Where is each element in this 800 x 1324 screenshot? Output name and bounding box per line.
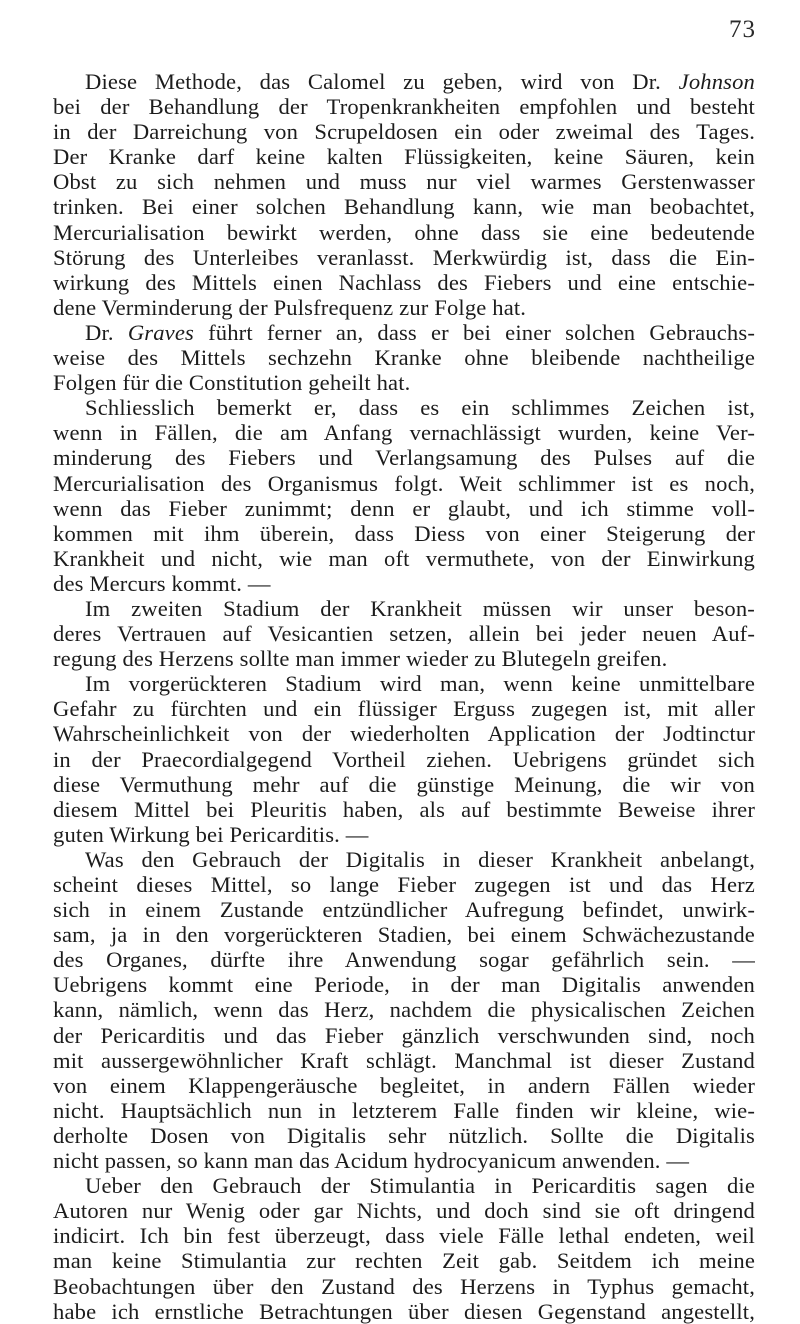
- text-line: [53, 471, 755, 496]
- text-segment: diesem Mittel bei Pleuritis haben, als auf bestimmte Beweise ihrer: [53, 796, 755, 822]
- text-segment: Dr.: [85, 319, 128, 345]
- text-line: [53, 119, 755, 144]
- text-line: [53, 220, 755, 245]
- text-segment: trinken. Bei einer solchen Behandlung kann, wie man beobachtet,: [53, 194, 755, 220]
- text-segment: diese Vermuthung mehr auf die günstige Meinung, die wir von: [53, 771, 755, 797]
- text-line: [53, 772, 755, 797]
- text-segment: Gefahr zu fürchten und ein flüssiger Erguss zugegen ist, mit aller: [53, 696, 755, 722]
- text-segment: in der Darreichung von Scrupeldosen ein oder zweimal des Tages.: [53, 119, 755, 145]
- text-line: [53, 822, 755, 847]
- text-segment: scheint dieses Mittel, so lange Fieber zugegen ist und das Herz: [53, 872, 755, 897]
- text-segment: nicht. Hauptsächlich nun in letzterem Falle finden wir kleine, wie-: [53, 1097, 755, 1123]
- text-line: [53, 696, 755, 721]
- text-line: [53, 1198, 755, 1223]
- text-segment: Krankheit und nicht, wie man oft vermuthete, von der Einwirkung: [53, 545, 755, 571]
- text-segment: kann, nämlich, wenn das Herz, nachdem die physicalischen Zeichen: [53, 997, 755, 1023]
- text-line: [53, 370, 755, 395]
- text-line: [53, 270, 755, 295]
- text-line: [53, 1098, 755, 1123]
- text-line: [53, 320, 755, 345]
- text-line: [53, 546, 755, 571]
- text-segment: regung des Herzens sollte man immer wieder zu Blutegeln greifen.: [53, 646, 668, 672]
- text-segment: Autoren nur Wenig oder gar Nichts, und doch sind sie oft dringend: [53, 1198, 755, 1224]
- text-line: [53, 1274, 755, 1299]
- text-line: [53, 571, 755, 596]
- author-name: Graves: [127, 319, 194, 345]
- text-line: [53, 1073, 755, 1098]
- text-segment: Im vorgerückteren Stadium wird man, wenn keine unmittelbare: [85, 671, 755, 697]
- text-line: [53, 345, 755, 370]
- page-number: 73: [729, 16, 756, 43]
- text-segment: Der Kranke darf keine kalten Flüssigkeiten, keine Säuren, kein: [53, 144, 755, 170]
- text-segment: Ueber den Gebrauch der Stimulantia in Pericarditis sagen die: [85, 1173, 755, 1199]
- text-segment: dene Verminderung der Pulsfrequenz zur Folge hat.: [53, 294, 527, 320]
- text-segment: von einem Klappengeräusche begleitet, in andern Fällen wieder: [53, 1072, 755, 1098]
- text-segment: Im zweiten Stadium der Krankheit müssen wir unser beson-: [85, 595, 755, 621]
- text-line: [53, 94, 755, 119]
- text-line: [53, 747, 755, 772]
- text-segment: des Organes, dürfte ihre Anwendung sogar gefährlich sein. —: [53, 947, 755, 973]
- text-line: [53, 521, 755, 546]
- author-name: Johnson: [678, 69, 755, 94]
- text-segment: Beobachtungen über den Zustand des Herzens in Typhus gemacht,: [53, 1273, 755, 1299]
- text-segment: sam, ja in den vorgerückteren Stadien, bei einem Schwächezustande: [53, 922, 755, 948]
- text-segment: sich in einem Zustande entzündlicher Aufregung befindet, unwirk-: [53, 897, 755, 923]
- text-segment: Schliesslich bemerkt er, dass es ein schlimmes Zeichen ist,: [85, 395, 755, 421]
- text-line: [53, 872, 755, 897]
- body-text: [53, 69, 755, 1324]
- text-segment: Diese Methode, das Calomel zu geben, wird von Dr.: [85, 69, 679, 94]
- text-segment: Obst zu sich nehmen und muss nur viel warmes Gerstenwasser: [53, 169, 755, 195]
- text-line: [53, 1048, 755, 1073]
- text-segment: bei der Behandlung der Tropenkrankheiten empfohlen und besteht: [53, 94, 755, 120]
- text-segment: nicht passen, so kann man das Acidum hydrocyanicum anwenden. —: [53, 1148, 690, 1174]
- text-line: [53, 420, 755, 445]
- text-line: [53, 496, 755, 521]
- text-segment: Wahrscheinlichkeit von der wiederholten Application der Jodtinctur: [53, 721, 755, 747]
- text-line: [53, 169, 755, 194]
- text-segment: kommen mit ihm überein, dass Diess von einer Steigerung der: [53, 520, 755, 546]
- text-line: [53, 922, 755, 947]
- text-segment: minderung des Fiebers und Verlangsamung des Pulses auf die: [53, 445, 755, 471]
- text-line: [53, 1173, 755, 1198]
- text-segment: derholte Dosen von Digitalis sehr nützlich. Sollte die Digitalis: [53, 1122, 755, 1148]
- text-line: [53, 847, 755, 872]
- text-segment: der Pericarditis und das Fieber gänzlich verschwunden sind, noch: [53, 1022, 755, 1048]
- text-line: [53, 671, 755, 696]
- text-line: [53, 1223, 755, 1248]
- text-line: [53, 395, 755, 420]
- text-line: [53, 1123, 755, 1148]
- text-line: [53, 997, 755, 1022]
- text-segment: wirkung des Mittels einen Nachlass des Fiebers und eine entschie-: [53, 269, 755, 295]
- text-line: [53, 596, 755, 621]
- text-segment: wenn in Fällen, die am Anfang vernachlässigt wurden, keine Ver-: [53, 420, 755, 446]
- text-segment: in der Praecordialgegend Vortheil ziehen. Uebrigens gründet sich: [53, 746, 755, 772]
- text-line: [53, 295, 755, 320]
- text-line: [53, 1148, 755, 1173]
- text-line: [53, 1299, 755, 1324]
- text-line: [53, 621, 755, 646]
- text-line: [53, 1023, 755, 1048]
- text-segment: führt ferner an, dass er bei einer solchen Gebrauchs-: [193, 319, 755, 345]
- text-segment: Mercurialisation des Organismus folgt. Weit schlimmer ist es noch,: [53, 470, 755, 496]
- text-segment: des Mercurs kommt. —: [53, 570, 271, 596]
- text-segment: habe ich ernstliche Betrachtungen über diesen Gegenstand angestellt,: [53, 1298, 755, 1324]
- text-segment: Störung des Unterleibes veranlasst. Merkwürdig ist, dass die Ein-: [53, 244, 755, 270]
- text-line: [53, 144, 755, 169]
- text-segment: indicirt. Ich bin fest überzeugt, dass viele Fälle lethal endeten, weil: [53, 1223, 755, 1249]
- text-line: [53, 972, 755, 997]
- text-segment: wenn das Fieber zunimmt; denn er glaubt, und ich stimme voll-: [53, 495, 755, 521]
- text-line: [53, 245, 755, 270]
- text-segment: man keine Stimulantia zur rechten Zeit gab. Seitdem ich meine: [53, 1248, 755, 1274]
- text-segment: weise des Mittels sechzehn Kranke ohne bleibende nachtheilige: [53, 345, 755, 371]
- text-segment: mit aussergewöhnlicher Kraft schlägt. Manchmal ist dieser Zustand: [53, 1047, 755, 1073]
- text-segment: Folgen für die Constitution geheilt hat.: [53, 370, 411, 396]
- text-segment: Mercurialisation bewirkt werden, ohne dass sie eine bedeutende: [53, 219, 755, 245]
- text-segment: guten Wirkung bei Pericarditis. —: [53, 821, 369, 847]
- text-line: [53, 947, 755, 972]
- text-segment: deres Vertrauen auf Vesicantien setzen, allein bei jeder neuen Auf-: [53, 621, 755, 647]
- text-line: [53, 721, 755, 746]
- text-segment: Was den Gebrauch der Digitalis in dieser Krankheit anbelangt,: [85, 846, 755, 872]
- text-line: [53, 69, 755, 94]
- text-segment: Uebrigens kommt eine Periode, in der man Digitalis anwenden: [53, 972, 755, 998]
- text-line: [53, 797, 755, 822]
- text-line: [53, 1248, 755, 1273]
- text-line: [53, 646, 755, 671]
- text-line: [53, 194, 755, 219]
- text-line: [53, 897, 755, 922]
- text-line: [53, 445, 755, 470]
